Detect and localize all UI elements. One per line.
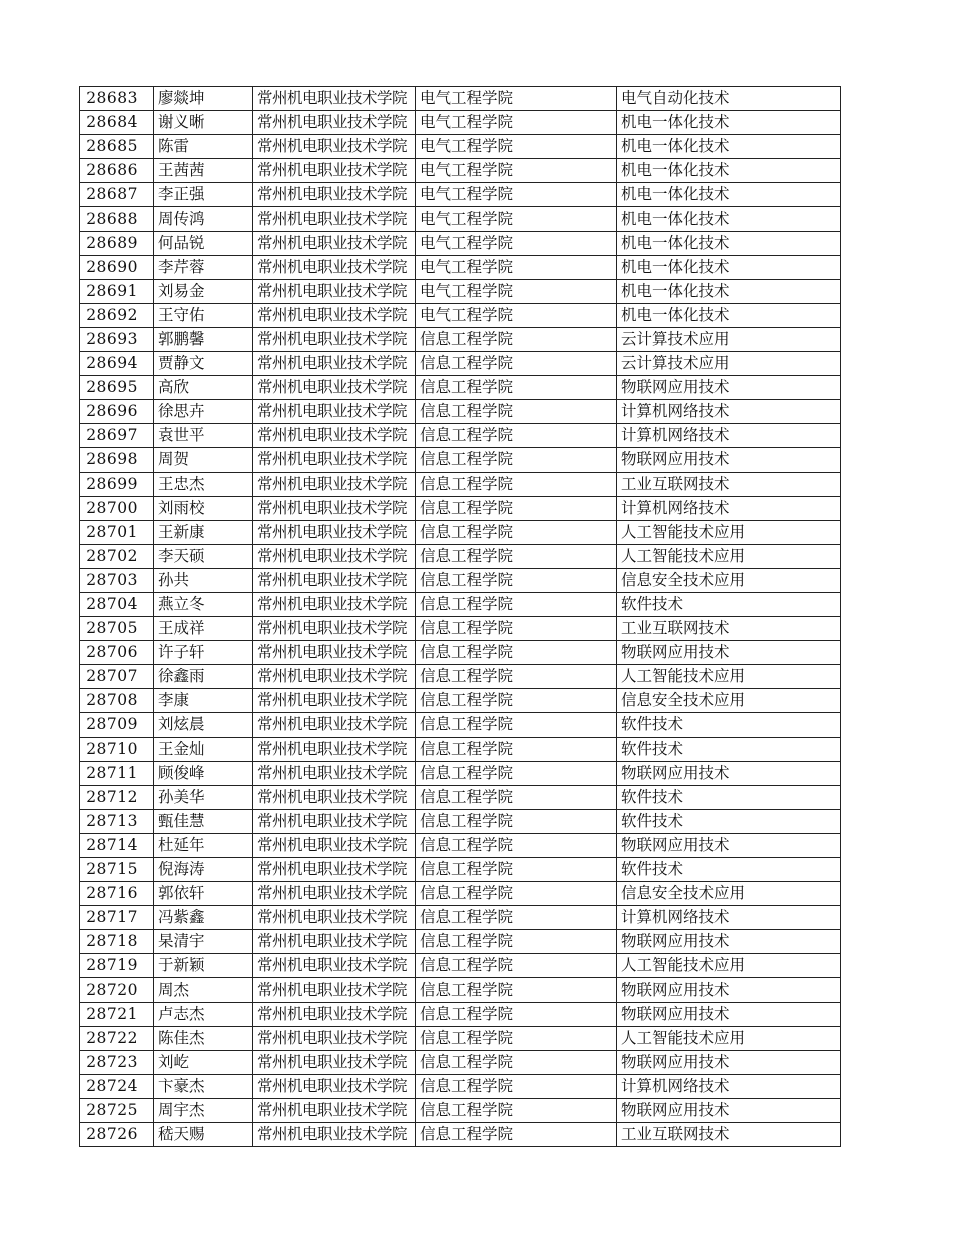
roster-table bbox=[79, 86, 841, 1147]
college-cell: 信息工程学院 bbox=[416, 1074, 617, 1098]
college-cell: 电气工程学院 bbox=[416, 135, 617, 159]
college-cell: 信息工程学院 bbox=[416, 352, 617, 376]
table-row bbox=[80, 1026, 841, 1050]
college-cell: 信息工程学院 bbox=[416, 1026, 617, 1050]
table-row bbox=[80, 882, 841, 906]
table-row bbox=[80, 472, 841, 496]
college-cell: 信息工程学院 bbox=[416, 882, 617, 906]
major-cell: 机电一体化技术 bbox=[617, 231, 841, 255]
name-cell: 孙美华 bbox=[154, 785, 253, 809]
school-cell: 常州机电职业技术学院 bbox=[253, 376, 416, 400]
id-cell: 28716 bbox=[80, 882, 154, 906]
major-cell: 物联网应用技术 bbox=[617, 1050, 841, 1074]
table-row bbox=[80, 978, 841, 1002]
id-cell: 28710 bbox=[80, 737, 154, 761]
college-cell: 信息工程学院 bbox=[416, 1123, 617, 1147]
college-cell: 信息工程学院 bbox=[416, 689, 617, 713]
id-cell: 28696 bbox=[80, 400, 154, 424]
college-cell: 信息工程学院 bbox=[416, 520, 617, 544]
major-cell: 物联网应用技术 bbox=[617, 1098, 841, 1122]
table-row bbox=[80, 592, 841, 616]
name-cell: 陈雷 bbox=[154, 135, 253, 159]
college-cell: 电气工程学院 bbox=[416, 159, 617, 183]
table-row bbox=[80, 400, 841, 424]
college-cell: 信息工程学院 bbox=[416, 978, 617, 1002]
school-cell: 常州机电职业技术学院 bbox=[253, 978, 416, 1002]
table-row bbox=[80, 303, 841, 327]
name-cell: 许子轩 bbox=[154, 641, 253, 665]
college-cell: 电气工程学院 bbox=[416, 183, 617, 207]
table-row bbox=[80, 665, 841, 689]
school-cell: 常州机电职业技术学院 bbox=[253, 400, 416, 424]
major-cell: 计算机网络技术 bbox=[617, 496, 841, 520]
id-cell: 28722 bbox=[80, 1026, 154, 1050]
name-cell: 卞豪杰 bbox=[154, 1074, 253, 1098]
college-cell: 信息工程学院 bbox=[416, 424, 617, 448]
name-cell: 郭鹏馨 bbox=[154, 327, 253, 351]
id-cell: 28698 bbox=[80, 448, 154, 472]
id-cell: 28723 bbox=[80, 1050, 154, 1074]
name-cell: 刘炫晨 bbox=[154, 713, 253, 737]
table-row bbox=[80, 785, 841, 809]
id-cell: 28699 bbox=[80, 472, 154, 496]
college-cell: 电气工程学院 bbox=[416, 87, 617, 111]
name-cell: 孙共 bbox=[154, 568, 253, 592]
major-cell: 机电一体化技术 bbox=[617, 111, 841, 135]
major-cell: 物联网应用技术 bbox=[617, 376, 841, 400]
id-cell: 28725 bbox=[80, 1098, 154, 1122]
table-row bbox=[80, 1098, 841, 1122]
id-cell: 28706 bbox=[80, 641, 154, 665]
college-cell: 信息工程学院 bbox=[416, 327, 617, 351]
school-cell: 常州机电职业技术学院 bbox=[253, 882, 416, 906]
table-row bbox=[80, 231, 841, 255]
name-cell: 周杰 bbox=[154, 978, 253, 1002]
id-cell: 28713 bbox=[80, 809, 154, 833]
college-cell: 信息工程学院 bbox=[416, 568, 617, 592]
college-cell: 信息工程学院 bbox=[416, 1050, 617, 1074]
school-cell: 常州机电职业技术学院 bbox=[253, 761, 416, 785]
school-cell: 常州机电职业技术学院 bbox=[253, 448, 416, 472]
major-cell: 物联网应用技术 bbox=[617, 978, 841, 1002]
id-cell: 28711 bbox=[80, 761, 154, 785]
roster-table-body bbox=[80, 87, 841, 1147]
school-cell: 常州机电职业技术学院 bbox=[253, 809, 416, 833]
school-cell: 常州机电职业技术学院 bbox=[253, 255, 416, 279]
id-cell: 28726 bbox=[80, 1123, 154, 1147]
name-cell: 何品锐 bbox=[154, 231, 253, 255]
table-row bbox=[80, 135, 841, 159]
college-cell: 信息工程学院 bbox=[416, 809, 617, 833]
college-cell: 信息工程学院 bbox=[416, 448, 617, 472]
college-cell: 信息工程学院 bbox=[416, 1002, 617, 1026]
id-cell: 28705 bbox=[80, 617, 154, 641]
major-cell: 物联网应用技术 bbox=[617, 641, 841, 665]
school-cell: 常州机电职业技术学院 bbox=[253, 111, 416, 135]
id-cell: 28703 bbox=[80, 568, 154, 592]
name-cell: 李正强 bbox=[154, 183, 253, 207]
school-cell: 常州机电职业技术学院 bbox=[253, 520, 416, 544]
name-cell: 周宇杰 bbox=[154, 1098, 253, 1122]
name-cell: 李芹蓉 bbox=[154, 255, 253, 279]
school-cell: 常州机电职业技术学院 bbox=[253, 1002, 416, 1026]
college-cell: 信息工程学院 bbox=[416, 496, 617, 520]
major-cell: 人工智能技术应用 bbox=[617, 1026, 841, 1050]
table-row bbox=[80, 255, 841, 279]
school-cell: 常州机电职业技术学院 bbox=[253, 785, 416, 809]
college-cell: 信息工程学院 bbox=[416, 472, 617, 496]
major-cell: 物联网应用技术 bbox=[617, 833, 841, 857]
name-cell: 王新康 bbox=[154, 520, 253, 544]
table-row bbox=[80, 1050, 841, 1074]
college-cell: 信息工程学院 bbox=[416, 785, 617, 809]
college-cell: 信息工程学院 bbox=[416, 376, 617, 400]
school-cell: 常州机电职业技术学院 bbox=[253, 617, 416, 641]
name-cell: 王成祥 bbox=[154, 617, 253, 641]
table-row bbox=[80, 183, 841, 207]
school-cell: 常州机电职业技术学院 bbox=[253, 641, 416, 665]
school-cell: 常州机电职业技术学院 bbox=[253, 954, 416, 978]
name-cell: 倪海涛 bbox=[154, 858, 253, 882]
major-cell: 人工智能技术应用 bbox=[617, 520, 841, 544]
table-row bbox=[80, 641, 841, 665]
name-cell: 嵇天赐 bbox=[154, 1123, 253, 1147]
table-row bbox=[80, 279, 841, 303]
table-row bbox=[80, 496, 841, 520]
major-cell: 机电一体化技术 bbox=[617, 207, 841, 231]
school-cell: 常州机电职业技术学院 bbox=[253, 713, 416, 737]
name-cell: 于新颖 bbox=[154, 954, 253, 978]
school-cell: 常州机电职业技术学院 bbox=[253, 207, 416, 231]
major-cell: 计算机网络技术 bbox=[617, 424, 841, 448]
name-cell: 杲清宇 bbox=[154, 930, 253, 954]
id-cell: 28685 bbox=[80, 135, 154, 159]
school-cell: 常州机电职业技术学院 bbox=[253, 231, 416, 255]
college-cell: 电气工程学院 bbox=[416, 279, 617, 303]
name-cell: 廖燚坤 bbox=[154, 87, 253, 111]
major-cell: 软件技术 bbox=[617, 713, 841, 737]
school-cell: 常州机电职业技术学院 bbox=[253, 833, 416, 857]
school-cell: 常州机电职业技术学院 bbox=[253, 1098, 416, 1122]
major-cell: 物联网应用技术 bbox=[617, 761, 841, 785]
id-cell: 28701 bbox=[80, 520, 154, 544]
major-cell: 机电一体化技术 bbox=[617, 255, 841, 279]
id-cell: 28707 bbox=[80, 665, 154, 689]
table-row bbox=[80, 207, 841, 231]
major-cell: 物联网应用技术 bbox=[617, 1002, 841, 1026]
table-row bbox=[80, 930, 841, 954]
major-cell: 计算机网络技术 bbox=[617, 1074, 841, 1098]
college-cell: 信息工程学院 bbox=[416, 858, 617, 882]
table-row bbox=[80, 713, 841, 737]
id-cell: 28683 bbox=[80, 87, 154, 111]
id-cell: 28689 bbox=[80, 231, 154, 255]
name-cell: 谢义晰 bbox=[154, 111, 253, 135]
major-cell: 机电一体化技术 bbox=[617, 183, 841, 207]
name-cell: 杜延年 bbox=[154, 833, 253, 857]
id-cell: 28690 bbox=[80, 255, 154, 279]
college-cell: 电气工程学院 bbox=[416, 111, 617, 135]
name-cell: 李天硕 bbox=[154, 544, 253, 568]
name-cell: 王金灿 bbox=[154, 737, 253, 761]
major-cell: 物联网应用技术 bbox=[617, 448, 841, 472]
id-cell: 28700 bbox=[80, 496, 154, 520]
id-cell: 28693 bbox=[80, 327, 154, 351]
school-cell: 常州机电职业技术学院 bbox=[253, 665, 416, 689]
college-cell: 信息工程学院 bbox=[416, 761, 617, 785]
major-cell: 计算机网络技术 bbox=[617, 906, 841, 930]
table-row bbox=[80, 1002, 841, 1026]
college-cell: 信息工程学院 bbox=[416, 641, 617, 665]
school-cell: 常州机电职业技术学院 bbox=[253, 858, 416, 882]
name-cell: 冯紫鑫 bbox=[154, 906, 253, 930]
college-cell: 信息工程学院 bbox=[416, 544, 617, 568]
id-cell: 28724 bbox=[80, 1074, 154, 1098]
major-cell: 机电一体化技术 bbox=[617, 303, 841, 327]
major-cell: 软件技术 bbox=[617, 809, 841, 833]
major-cell: 机电一体化技术 bbox=[617, 135, 841, 159]
name-cell: 燕立冬 bbox=[154, 592, 253, 616]
id-cell: 28718 bbox=[80, 930, 154, 954]
school-cell: 常州机电职业技术学院 bbox=[253, 327, 416, 351]
school-cell: 常州机电职业技术学院 bbox=[253, 592, 416, 616]
major-cell: 电气自动化技术 bbox=[617, 87, 841, 111]
table-row bbox=[80, 568, 841, 592]
name-cell: 甄佳慧 bbox=[154, 809, 253, 833]
table-row bbox=[80, 87, 841, 111]
school-cell: 常州机电职业技术学院 bbox=[253, 1123, 416, 1147]
id-cell: 28708 bbox=[80, 689, 154, 713]
major-cell: 信息安全技术应用 bbox=[617, 568, 841, 592]
major-cell: 人工智能技术应用 bbox=[617, 544, 841, 568]
school-cell: 常州机电职业技术学院 bbox=[253, 689, 416, 713]
table-row bbox=[80, 376, 841, 400]
major-cell: 云计算技术应用 bbox=[617, 352, 841, 376]
id-cell: 28715 bbox=[80, 858, 154, 882]
name-cell: 刘屹 bbox=[154, 1050, 253, 1074]
major-cell: 机电一体化技术 bbox=[617, 279, 841, 303]
table-row bbox=[80, 520, 841, 544]
id-cell: 28697 bbox=[80, 424, 154, 448]
major-cell: 工业互联网技术 bbox=[617, 472, 841, 496]
major-cell: 工业互联网技术 bbox=[617, 1123, 841, 1147]
table-row bbox=[80, 424, 841, 448]
name-cell: 王茜茜 bbox=[154, 159, 253, 183]
id-cell: 28695 bbox=[80, 376, 154, 400]
school-cell: 常州机电职业技术学院 bbox=[253, 568, 416, 592]
school-cell: 常州机电职业技术学院 bbox=[253, 424, 416, 448]
college-cell: 电气工程学院 bbox=[416, 207, 617, 231]
name-cell: 卢志杰 bbox=[154, 1002, 253, 1026]
name-cell: 徐鑫雨 bbox=[154, 665, 253, 689]
major-cell: 人工智能技术应用 bbox=[617, 954, 841, 978]
name-cell: 陈佳杰 bbox=[154, 1026, 253, 1050]
table-row bbox=[80, 906, 841, 930]
name-cell: 刘易金 bbox=[154, 279, 253, 303]
id-cell: 28691 bbox=[80, 279, 154, 303]
school-cell: 常州机电职业技术学院 bbox=[253, 279, 416, 303]
school-cell: 常州机电职业技术学院 bbox=[253, 737, 416, 761]
id-cell: 28686 bbox=[80, 159, 154, 183]
college-cell: 信息工程学院 bbox=[416, 713, 617, 737]
major-cell: 物联网应用技术 bbox=[617, 930, 841, 954]
major-cell: 人工智能技术应用 bbox=[617, 665, 841, 689]
id-cell: 28721 bbox=[80, 1002, 154, 1026]
college-cell: 信息工程学院 bbox=[416, 906, 617, 930]
college-cell: 电气工程学院 bbox=[416, 255, 617, 279]
id-cell: 28712 bbox=[80, 785, 154, 809]
school-cell: 常州机电职业技术学院 bbox=[253, 930, 416, 954]
table-row bbox=[80, 617, 841, 641]
name-cell: 郭依轩 bbox=[154, 882, 253, 906]
name-cell: 徐思卉 bbox=[154, 400, 253, 424]
college-cell: 信息工程学院 bbox=[416, 592, 617, 616]
table-row bbox=[80, 352, 841, 376]
school-cell: 常州机电职业技术学院 bbox=[253, 544, 416, 568]
school-cell: 常州机电职业技术学院 bbox=[253, 135, 416, 159]
id-cell: 28719 bbox=[80, 954, 154, 978]
table-row bbox=[80, 761, 841, 785]
table-row bbox=[80, 111, 841, 135]
name-cell: 顾俊峰 bbox=[154, 761, 253, 785]
college-cell: 信息工程学院 bbox=[416, 400, 617, 424]
school-cell: 常州机电职业技术学院 bbox=[253, 1050, 416, 1074]
table-row bbox=[80, 1123, 841, 1147]
table-row bbox=[80, 858, 841, 882]
college-cell: 信息工程学院 bbox=[416, 665, 617, 689]
major-cell: 软件技术 bbox=[617, 737, 841, 761]
college-cell: 信息工程学院 bbox=[416, 833, 617, 857]
major-cell: 信息安全技术应用 bbox=[617, 689, 841, 713]
name-cell: 高欣 bbox=[154, 376, 253, 400]
major-cell: 软件技术 bbox=[617, 592, 841, 616]
name-cell: 李康 bbox=[154, 689, 253, 713]
table-row bbox=[80, 833, 841, 857]
table-row bbox=[80, 448, 841, 472]
id-cell: 28692 bbox=[80, 303, 154, 327]
major-cell: 工业互联网技术 bbox=[617, 617, 841, 641]
table-row bbox=[80, 737, 841, 761]
school-cell: 常州机电职业技术学院 bbox=[253, 472, 416, 496]
major-cell: 计算机网络技术 bbox=[617, 400, 841, 424]
college-cell: 信息工程学院 bbox=[416, 737, 617, 761]
major-cell: 云计算技术应用 bbox=[617, 327, 841, 351]
table-row bbox=[80, 327, 841, 351]
major-cell: 软件技术 bbox=[617, 858, 841, 882]
name-cell: 王忠杰 bbox=[154, 472, 253, 496]
id-cell: 28714 bbox=[80, 833, 154, 857]
school-cell: 常州机电职业技术学院 bbox=[253, 1026, 416, 1050]
college-cell: 信息工程学院 bbox=[416, 617, 617, 641]
college-cell: 信息工程学院 bbox=[416, 1098, 617, 1122]
school-cell: 常州机电职业技术学院 bbox=[253, 303, 416, 327]
name-cell: 周传鸿 bbox=[154, 207, 253, 231]
id-cell: 28709 bbox=[80, 713, 154, 737]
name-cell: 袁世平 bbox=[154, 424, 253, 448]
table-row bbox=[80, 159, 841, 183]
id-cell: 28704 bbox=[80, 592, 154, 616]
school-cell: 常州机电职业技术学院 bbox=[253, 496, 416, 520]
school-cell: 常州机电职业技术学院 bbox=[253, 183, 416, 207]
school-cell: 常州机电职业技术学院 bbox=[253, 159, 416, 183]
school-cell: 常州机电职业技术学院 bbox=[253, 87, 416, 111]
major-cell: 信息安全技术应用 bbox=[617, 882, 841, 906]
major-cell: 软件技术 bbox=[617, 785, 841, 809]
college-cell: 信息工程学院 bbox=[416, 954, 617, 978]
table-row bbox=[80, 954, 841, 978]
id-cell: 28717 bbox=[80, 906, 154, 930]
table-row bbox=[80, 1074, 841, 1098]
college-cell: 电气工程学院 bbox=[416, 303, 617, 327]
id-cell: 28687 bbox=[80, 183, 154, 207]
id-cell: 28702 bbox=[80, 544, 154, 568]
college-cell: 电气工程学院 bbox=[416, 231, 617, 255]
id-cell: 28720 bbox=[80, 978, 154, 1002]
id-cell: 28694 bbox=[80, 352, 154, 376]
table-row bbox=[80, 689, 841, 713]
school-cell: 常州机电职业技术学院 bbox=[253, 1074, 416, 1098]
table-row bbox=[80, 809, 841, 833]
name-cell: 王守佑 bbox=[154, 303, 253, 327]
table-row bbox=[80, 544, 841, 568]
school-cell: 常州机电职业技术学院 bbox=[253, 352, 416, 376]
school-cell: 常州机电职业技术学院 bbox=[253, 906, 416, 930]
major-cell: 机电一体化技术 bbox=[617, 159, 841, 183]
college-cell: 信息工程学院 bbox=[416, 930, 617, 954]
id-cell: 28688 bbox=[80, 207, 154, 231]
name-cell: 周贺 bbox=[154, 448, 253, 472]
name-cell: 刘雨校 bbox=[154, 496, 253, 520]
id-cell: 28684 bbox=[80, 111, 154, 135]
name-cell: 贾静文 bbox=[154, 352, 253, 376]
